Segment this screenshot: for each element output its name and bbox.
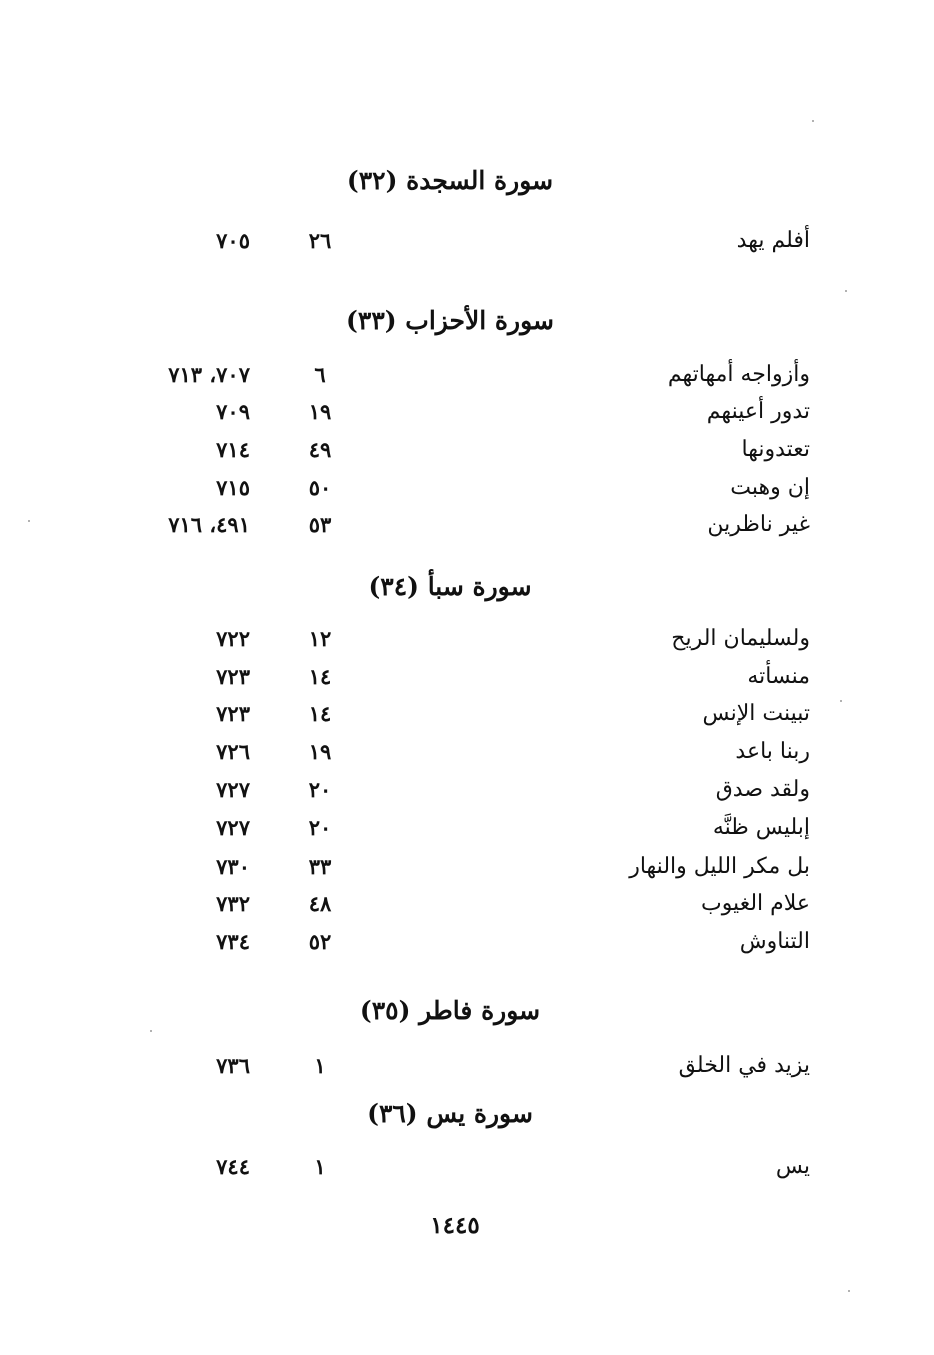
index-word: تبينت الإنس <box>702 701 810 726</box>
verse-number: ٥٠ <box>308 475 332 500</box>
verse-number: ١ <box>314 1154 326 1179</box>
index-word: علام الغيوب <box>700 891 810 916</box>
page-references: ٧١٥ <box>216 475 250 500</box>
page-references: ٧٤٤ <box>216 1154 250 1179</box>
scan-speck <box>28 520 30 522</box>
verse-number: ٥٢ <box>308 929 332 954</box>
scan-speck <box>812 120 814 122</box>
verse-number: ٦ <box>314 362 326 387</box>
verse-number: ٤٨ <box>308 891 332 916</box>
index-row <box>0 475 934 507</box>
index-word: إبليس ظنَّه <box>712 815 810 840</box>
index-word: تدور أعينهم <box>706 399 810 424</box>
page-references: ٧٢٦ <box>216 739 250 764</box>
index-word: غير ناظرين <box>707 512 810 537</box>
index-row <box>0 664 934 696</box>
index-row <box>0 777 934 809</box>
page-references: ٧٣٢ <box>216 891 250 916</box>
index-word: بل مكر الليل والنهار <box>629 854 810 879</box>
index-row <box>0 512 934 544</box>
verse-number: ١٢ <box>308 626 332 651</box>
verse-number: ١٤ <box>308 701 332 726</box>
index-word: أفلم يهد <box>736 228 810 253</box>
surah-heading: سورة فاطر (٣٥) <box>359 996 541 1025</box>
page-references: ٧٣٦ <box>216 1053 250 1078</box>
verse-number: ٥٣ <box>308 512 332 537</box>
index-row <box>0 739 934 771</box>
index-word: يس <box>775 1154 810 1179</box>
index-word: ولسليمان الريح <box>671 626 810 651</box>
index-word: التناوش <box>739 929 810 954</box>
page-references: ٧٢٧ <box>216 777 250 802</box>
index-row <box>0 891 934 923</box>
index-word: ولقد صدق <box>715 777 810 802</box>
surah-heading: سورة السجدة (٣٢) <box>346 166 554 195</box>
index-row <box>0 1053 934 1085</box>
page-references: ٧٢٣ <box>216 701 250 726</box>
index-row <box>0 929 934 961</box>
page-references: ٧٢٢ <box>216 626 250 651</box>
index-row <box>0 626 934 658</box>
page-references: ٧٠٥ <box>216 228 250 253</box>
index-row <box>0 854 934 886</box>
page-references: ٧٠٧، ٧١٣ <box>168 362 250 387</box>
verse-number: ١٩ <box>308 399 332 424</box>
index-row <box>0 815 934 847</box>
page-references: ٤٩١، ٧١٦ <box>168 512 250 537</box>
page-references: ٧٣٤ <box>216 929 250 954</box>
index-word: وأزواجه أمهاتهم <box>667 362 810 387</box>
index-word: إن وهبت <box>730 475 810 500</box>
index-word: تعتدونها <box>741 437 810 462</box>
page-number: ١٤٤٥ <box>430 1212 480 1239</box>
index-word: ربنا باعد <box>735 739 810 764</box>
verse-number: ٢٠ <box>308 777 332 802</box>
page-references: ٧٢٣ <box>216 664 250 689</box>
verse-number: ٢٦ <box>308 228 332 253</box>
index-row <box>0 437 934 469</box>
scan-speck <box>845 290 847 292</box>
surah-heading: سورة الأحزاب (٣٣) <box>346 306 554 335</box>
index-word: يزيد في الخلق <box>678 1053 810 1078</box>
scan-speck <box>840 700 842 702</box>
page-references: ٧٣٠ <box>216 854 250 879</box>
verse-number: ٤٩ <box>308 437 332 462</box>
verse-number: ٢٠ <box>308 815 332 840</box>
page-references: ٧١٤ <box>216 437 250 462</box>
index-row <box>0 1154 934 1186</box>
verse-number: ١٤ <box>308 664 332 689</box>
scan-speck <box>150 1030 152 1032</box>
verse-number: ٣٣ <box>308 854 332 879</box>
verse-number: ١ <box>314 1053 326 1078</box>
index-row <box>0 228 934 260</box>
surah-heading: سورة سبأ (٣٤) <box>368 572 532 601</box>
index-row <box>0 701 934 733</box>
index-row <box>0 362 934 394</box>
index-word: منسأته <box>747 664 810 689</box>
index-row <box>0 399 934 431</box>
page-references: ٧٠٩ <box>216 399 250 424</box>
page-references: ٧٢٧ <box>216 815 250 840</box>
surah-heading: سورة يس (٣٦) <box>367 1099 533 1128</box>
verse-number: ١٩ <box>308 739 332 764</box>
scan-speck <box>848 1290 850 1292</box>
